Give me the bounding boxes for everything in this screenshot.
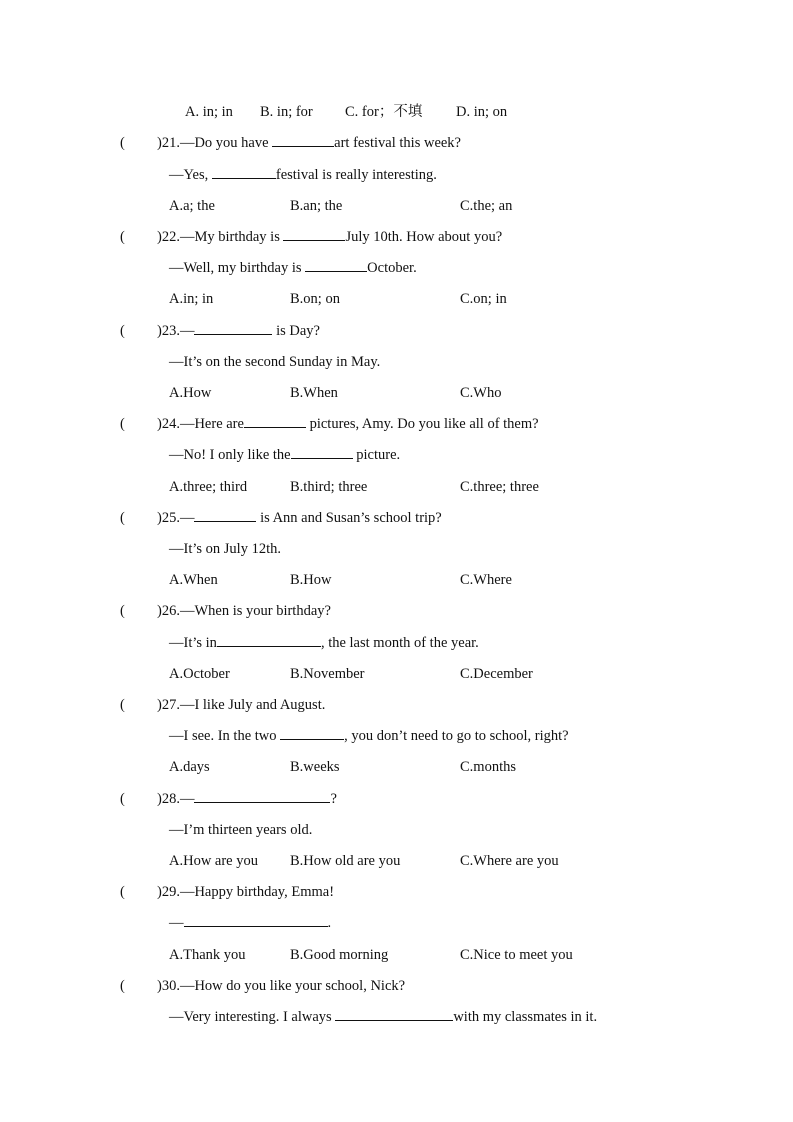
question-21: )21.—Do you have art festival this week? [157, 135, 461, 151]
option-a: A.three; third [169, 479, 248, 495]
answer-26: —It’s in , the last month of the year. [169, 635, 479, 651]
answer-paren[interactable]: ( [120, 229, 125, 245]
option-a: A.days [169, 759, 210, 775]
option-b: B.an; the [290, 198, 343, 214]
answer-22: —Well, my birthday is October. [169, 260, 417, 276]
blank[interactable] [184, 914, 328, 927]
option-b: B.How old are you [290, 853, 401, 869]
answer-23: —It’s on the second Sunday in May. [169, 354, 381, 370]
answer-paren[interactable]: ( [120, 510, 125, 526]
answer-paren[interactable]: ( [120, 135, 125, 151]
option-b: B.third; three [290, 479, 368, 495]
answer-paren[interactable]: ( [120, 978, 125, 994]
question-30: )30.—How do you like your school, Nick? [157, 978, 406, 994]
blank[interactable] [272, 134, 334, 147]
option-c: C.three; three [460, 479, 539, 495]
option-c: C.months [460, 759, 516, 775]
question-28: )28.— ? [157, 791, 337, 807]
question-25: )25.— is Ann and Susan’s school trip? [157, 510, 442, 526]
question-24: )24.—Here are pictures, Amy. Do you like all of them? [157, 416, 539, 432]
option-a: A.How are you [169, 853, 258, 869]
answer-28: —I’m thirteen years old. [169, 822, 313, 838]
answer-paren[interactable]: ( [120, 884, 125, 900]
top-option-b: B. in; for [260, 104, 313, 120]
blank[interactable] [212, 166, 276, 179]
blank[interactable] [194, 509, 256, 522]
blank[interactable] [291, 446, 353, 459]
option-c: C.Where are you [460, 853, 559, 869]
question-27: )27.—I like July and August. [157, 697, 326, 713]
option-b: B.November [290, 666, 365, 682]
question-22: )22.—My birthday is July 10th. How about you? [157, 229, 503, 245]
top-option-d: D. in; on [456, 104, 508, 120]
option-b: B.Good morning [290, 947, 389, 963]
blank[interactable] [217, 634, 321, 647]
option-a: A.When [169, 572, 218, 588]
answer-21: —Yes, festival is really interesting. [169, 167, 437, 183]
option-c: C.Nice to meet you [460, 947, 573, 963]
option-a: A.October [169, 666, 230, 682]
option-a: A.a; the [169, 198, 215, 214]
option-a: A.Thank you [169, 947, 246, 963]
blank[interactable] [335, 1008, 453, 1021]
answer-27: —I see. In the two , you don’t need to go to school, right? [169, 728, 569, 744]
option-a: A.in; in [169, 291, 214, 307]
option-b: B.How [290, 572, 332, 588]
blank[interactable] [194, 790, 330, 803]
option-b: B.on; on [290, 291, 340, 307]
blank[interactable] [305, 259, 367, 272]
answer-25: —It’s on July 12th. [169, 541, 281, 557]
answer-paren[interactable]: ( [120, 416, 125, 432]
answer-paren[interactable]: ( [120, 791, 125, 807]
option-c: C.Where [460, 572, 512, 588]
blank[interactable] [280, 727, 344, 740]
answer-paren[interactable]: ( [120, 323, 125, 339]
option-b: B.weeks [290, 759, 340, 775]
question-23: )23.— is Day? [157, 323, 320, 339]
answer-30: —Very interesting. I always with my classmates in it. [169, 1009, 598, 1025]
blank[interactable] [283, 228, 345, 241]
option-a: A.How [169, 385, 212, 401]
blank[interactable] [244, 415, 306, 428]
blank[interactable] [194, 322, 272, 335]
question-29: )29.—Happy birthday, Emma! [157, 884, 335, 900]
option-c: C.December [460, 666, 533, 682]
question-26: )26.—When is your birthday? [157, 603, 331, 619]
option-c: C.on; in [460, 291, 507, 307]
top-option-c: C. for；不填 [345, 104, 423, 120]
answer-24: —No! I only like the picture. [169, 447, 401, 463]
option-b: B.When [290, 385, 338, 401]
top-option-a: A. in; in [185, 104, 233, 120]
answer-paren[interactable]: ( [120, 603, 125, 619]
option-c: C.the; an [460, 198, 513, 214]
option-c: C.Who [460, 385, 502, 401]
answer-paren[interactable]: ( [120, 697, 125, 713]
answer-29: — . [169, 915, 332, 931]
